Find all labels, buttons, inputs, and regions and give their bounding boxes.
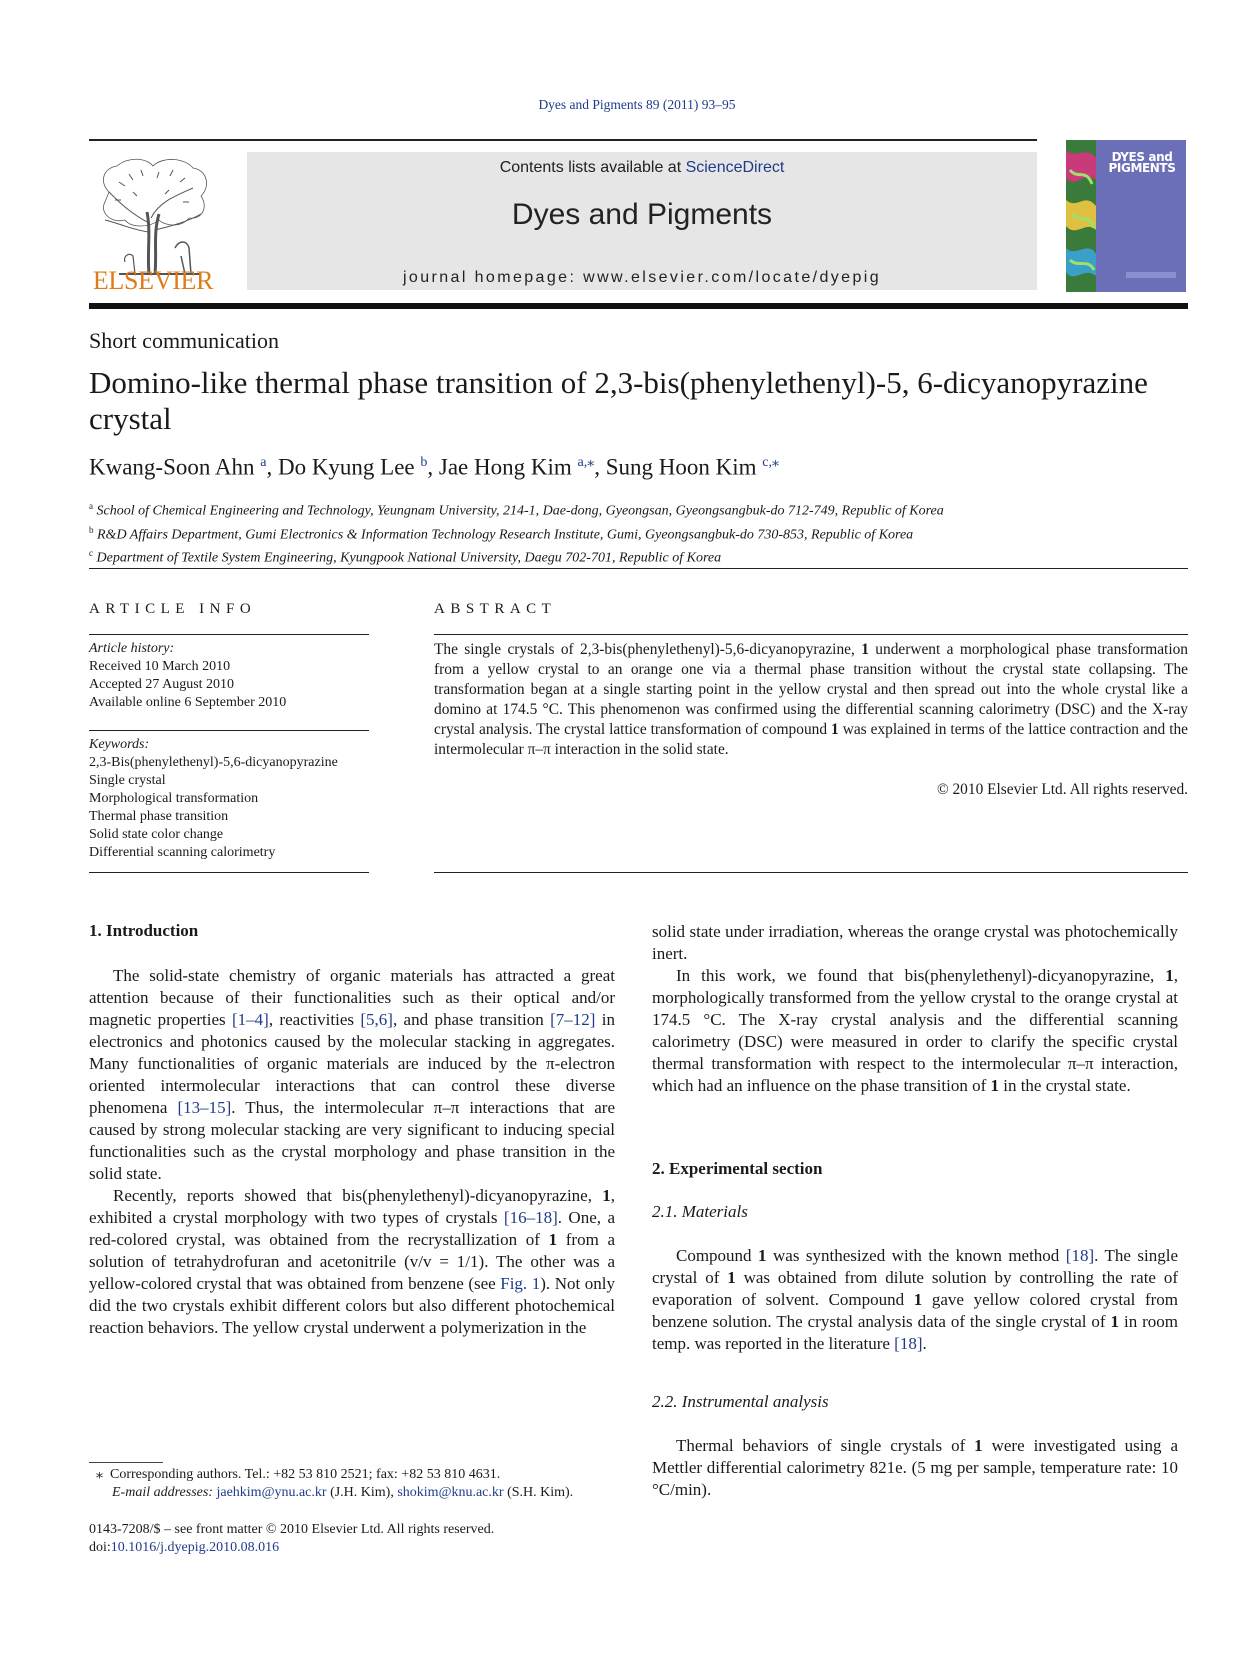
text-run: was synthesized with the known method: [766, 1246, 1066, 1265]
journal-citation[interactable]: Dyes and Pigments 89 (2011) 93–95: [538, 97, 736, 112]
contents-available: Contents lists available at ScienceDirect: [499, 159, 785, 176]
paragraph: [652, 921, 1178, 965]
paragraph: [652, 1245, 1178, 1355]
compound-ref: 1: [1165, 966, 1174, 985]
doi-link[interactable]: 10.1016/j.dyepig.2010.08.016: [110, 1540, 280, 1555]
history-label: Article history:: [89, 641, 175, 656]
doi-line: doi:10.1016/j.dyepig.2010.08.016: [89, 1540, 280, 1555]
affiliations: [89, 497, 944, 568]
instrumental-section: [652, 1435, 1178, 1501]
abstract-heading: ABSTRACT: [434, 601, 557, 617]
bottom-publication-note: [89, 1521, 494, 1557]
reference-link[interactable]: [5,6]: [360, 1010, 393, 1029]
reference-link[interactable]: [16–18]: [503, 1208, 558, 1227]
footnote-rule: [89, 1462, 163, 1463]
author-affiliation-mark[interactable]: a,⁎: [577, 455, 595, 470]
reference-link[interactable]: [18]: [894, 1334, 923, 1353]
rule: [89, 872, 369, 873]
text-run: , and phase transition: [392, 1010, 551, 1029]
reference-link[interactable]: [1–4]: [232, 1010, 269, 1029]
introduction-heading: 1. Introduction: [89, 921, 199, 940]
keywords-label: Keywords:: [89, 737, 150, 752]
cover-title: DYES and PIGMENTS: [1108, 150, 1176, 175]
author-name[interactable]: Jae Hong Kim: [438, 454, 572, 480]
header-thick-rule: [89, 303, 1188, 309]
author-affiliation-mark[interactable]: a: [260, 455, 267, 470]
author-affiliation-mark[interactable]: b: [420, 455, 428, 470]
footnote-emails: E-mail addresses: jaehkim@ynu.ac.kr (J.H. Kim), shokim@knu.ac.kr (S.H. Kim).: [112, 1485, 574, 1500]
text-run: . Thus, the intermolecular π–π interactions that are caused by strong molecular stacking are very significant to inducing special functionalities such as the crystal morphology and phase transition in the solid state.: [89, 1098, 616, 1183]
text-run: . One, a red-colored crystal, was obtained from the recrystallization of: [89, 1208, 615, 1249]
abstract-text: The single crystals of 2,3-bis(phenylethenyl)-5,6-dicyanopyrazine, 1 underwent a morphological phase transformation from a yellow crystal to an orange one via a thermal phase transition without the crystal state collapsing. The transformation began at a single starting point in the yellow crystal and then spread out into the whole crystal like a domino at 174.5 °C. This phenomenon was confirmed using the differential scanning calorimetry (DSC) and the X-ray crystal analysis. The crystal lattice transformation of compound 1 was explained in terms of the lattice contraction and the intermolecular π–π interaction in the solid state.: [434, 641, 1188, 758]
email-link[interactable]: jaehkim@ynu.ac.kr: [216, 1485, 327, 1500]
affiliation: $^b$ R&D Affairs Department, Gumi Electronics & Information Technology Research Institute, Gumi, Gyeongsangbuk-do 730-853, Republic of Korea: [89, 524, 914, 543]
elsevier-wordmark: ELSEVIER: [92, 266, 214, 295]
sciencedirect-link[interactable]: ScienceDirect: [685, 159, 785, 176]
text-run: in the crystal state.: [998, 1076, 1131, 1095]
text-run: was obtained from dilute solution by controlling the rate of evaporation of solvent. Compound: [652, 1268, 1178, 1309]
text-run: from a solution of tetrahydrofuran and acetonitrile (v/v = 1/1). The other was a yellow-colored crystal that was obtained from benzene (see: [89, 1230, 615, 1293]
text-run: Compound: [676, 1246, 759, 1265]
article-title: Domino-like thermal phase transition of 2,3-bis(phenylethenyl)-5, 6-dicyanopyrazine crystal: [89, 365, 1148, 436]
history-item: Accepted 27 August 2010: [89, 677, 235, 692]
journal-name: Dyes and Pigments: [511, 198, 773, 231]
text-run: Recently, reports showed that bis(phenylethenyl)-dicyanopyrazine,: [113, 1186, 603, 1205]
text-run: The solid-state chemistry of organic materials has attracted a great attention because of their functionalities such as their optical and/or magnetic properties: [89, 966, 615, 1029]
compound-ref: 1: [913, 1290, 923, 1309]
journal-banner: [247, 152, 1037, 290]
text-run: In this work, we found that bis(phenylethenyl)-dicyanopyrazine,: [676, 966, 1166, 985]
keyword: Morphological transformation: [89, 791, 259, 806]
article-info-heading: ARTICLE INFO: [89, 601, 257, 617]
compound-ref: 1: [758, 1246, 767, 1265]
keyword: Differential scanning calorimetry: [89, 845, 276, 860]
text-run: .: [922, 1334, 927, 1353]
paragraph: [652, 1435, 1178, 1501]
rule: [434, 634, 1188, 635]
reference-link[interactable]: [13–15]: [177, 1098, 232, 1117]
text-run: , exhibited a crystal morphology with two types of crystals: [89, 1186, 615, 1227]
paragraph: [89, 1185, 615, 1339]
affiliation: $^a$ School of Chemical Engineering and Technology, Yeungnam University, 214-1, Dae-dong, Gyeongsan, Gyeongsangbuk-do 712-749, Republic of Korea: [89, 501, 944, 519]
text-run: ). Not only did the two crystals exhibit different colors but also different photochemical reaction behaviors. The yellow crystal underwent a polymerization in the: [89, 1274, 616, 1337]
compound-ref: 1: [727, 1268, 736, 1287]
history-item: Received 10 March 2010: [89, 659, 231, 674]
author-name[interactable]: Kwang-Soon Ahn: [89, 454, 255, 480]
text-run: , reactivities: [268, 1010, 361, 1029]
issn-line: 0143-7208/$ – see front matter © 2010 Elsevier Ltd. All rights reserved.: [89, 1522, 495, 1537]
experimental-heading: 2. Experimental section: [652, 1159, 823, 1178]
intro-left-column: [89, 965, 615, 1339]
keywords: [89, 736, 338, 862]
compound-ref: 1: [1110, 1312, 1120, 1331]
corresponding-footnote: [96, 1466, 573, 1502]
text-run: were investigated using a Mettler differential calorimetry 821e. (5 mg per sample, temperature rate: 10 °C/min).: [652, 1436, 1178, 1499]
instrumental-heading: 2.2. Instrumental analysis: [652, 1392, 829, 1411]
affiliation: $^c$ Department of Textile System Engineering, Kyungpook National University, Daegu 702-701, Republic of Korea: [89, 548, 722, 566]
author-affiliation-mark[interactable]: c,⁎: [762, 455, 779, 470]
article-history: [89, 640, 286, 712]
keyword: Thermal phase transition: [89, 809, 229, 824]
email-link[interactable]: shokim@knu.ac.kr: [397, 1485, 504, 1500]
materials-section: [652, 1245, 1178, 1355]
compound-ref: 1: [974, 1436, 983, 1455]
journal-homepage[interactable]: journal homepage: www.elsevier.com/locate/dyepig: [402, 269, 882, 286]
rule: [434, 872, 1188, 873]
author-name[interactable]: Sung Hoon Kim: [605, 454, 757, 480]
article-type: Short communication: [89, 328, 280, 353]
paragraph: [652, 965, 1178, 1097]
compound-ref: 1: [602, 1186, 611, 1205]
top-rule: [89, 139, 1037, 141]
footnote-line: ⁎ Corresponding authors. Tel.: +82 53 810 2521; fax: +82 53 810 4631.: [96, 1467, 501, 1482]
reference-link[interactable]: [7–12]: [550, 1010, 596, 1029]
rule: [89, 634, 369, 635]
materials-heading: 2.1. Materials: [652, 1202, 748, 1221]
keyword: Solid state color change: [89, 827, 224, 842]
rule: [89, 730, 369, 731]
compound-ref: 1: [548, 1230, 558, 1249]
text-run: solid state under irradiation, whereas the orange crystal was photochemically inert.: [652, 922, 1178, 963]
reference-link[interactable]: [18]: [1065, 1246, 1095, 1265]
author-name[interactable]: Do Kyung Lee: [277, 454, 415, 480]
abstract-copyright: © 2010 Elsevier Ltd. All rights reserved.: [936, 781, 1188, 798]
text-run: Thermal behaviors of single crystals of: [676, 1436, 975, 1455]
paragraph: [89, 965, 615, 1185]
text-run: gave yellow colored crystal from benzene solution. The crystal analysis data of the single crystal of: [652, 1290, 1178, 1331]
author-list: Kwang-Soon Ahn $^a$, Do Kyung Lee $^b$, Jae Hong Kim $^{a,⁎}$, Sung Hoon Kim $^{c,⁎}$: [89, 454, 779, 480]
reference-link[interactable]: Fig. 1: [500, 1274, 541, 1293]
journal-cover-thumbnail: [1066, 140, 1186, 292]
compound-ref: 1: [990, 1076, 999, 1095]
text-run: , morphologically transformed from the yellow crystal to the orange crystal at 174.5 °C. The X-ray crystal analysis and the differential scanning calorimetry (DSC) were measured in order to clarify the specific crystal thermal transformation with respect to the intermolecular π–π interaction, which had an influence on the phase transition of: [652, 966, 1178, 1095]
keyword: 2,3-Bis(phenylethenyl)-5,6-dicyanopyrazine: [89, 755, 338, 770]
keyword: Single crystal: [89, 773, 166, 788]
history-item: Available online 6 September 2010: [89, 695, 287, 710]
section-rule: [89, 568, 1188, 569]
text-run: in room temp. was reported in the literature: [652, 1312, 1179, 1353]
intro-right-column: [652, 921, 1178, 1097]
text-run: . The single crystal of: [652, 1246, 1179, 1287]
text-run: in electronics and photonics caused by the molecular stacking in aggregates. Many functionalities of organic materials are induced by the π-electron oriented intermolecular interactions that can control these diverse phenomena: [89, 1010, 616, 1117]
